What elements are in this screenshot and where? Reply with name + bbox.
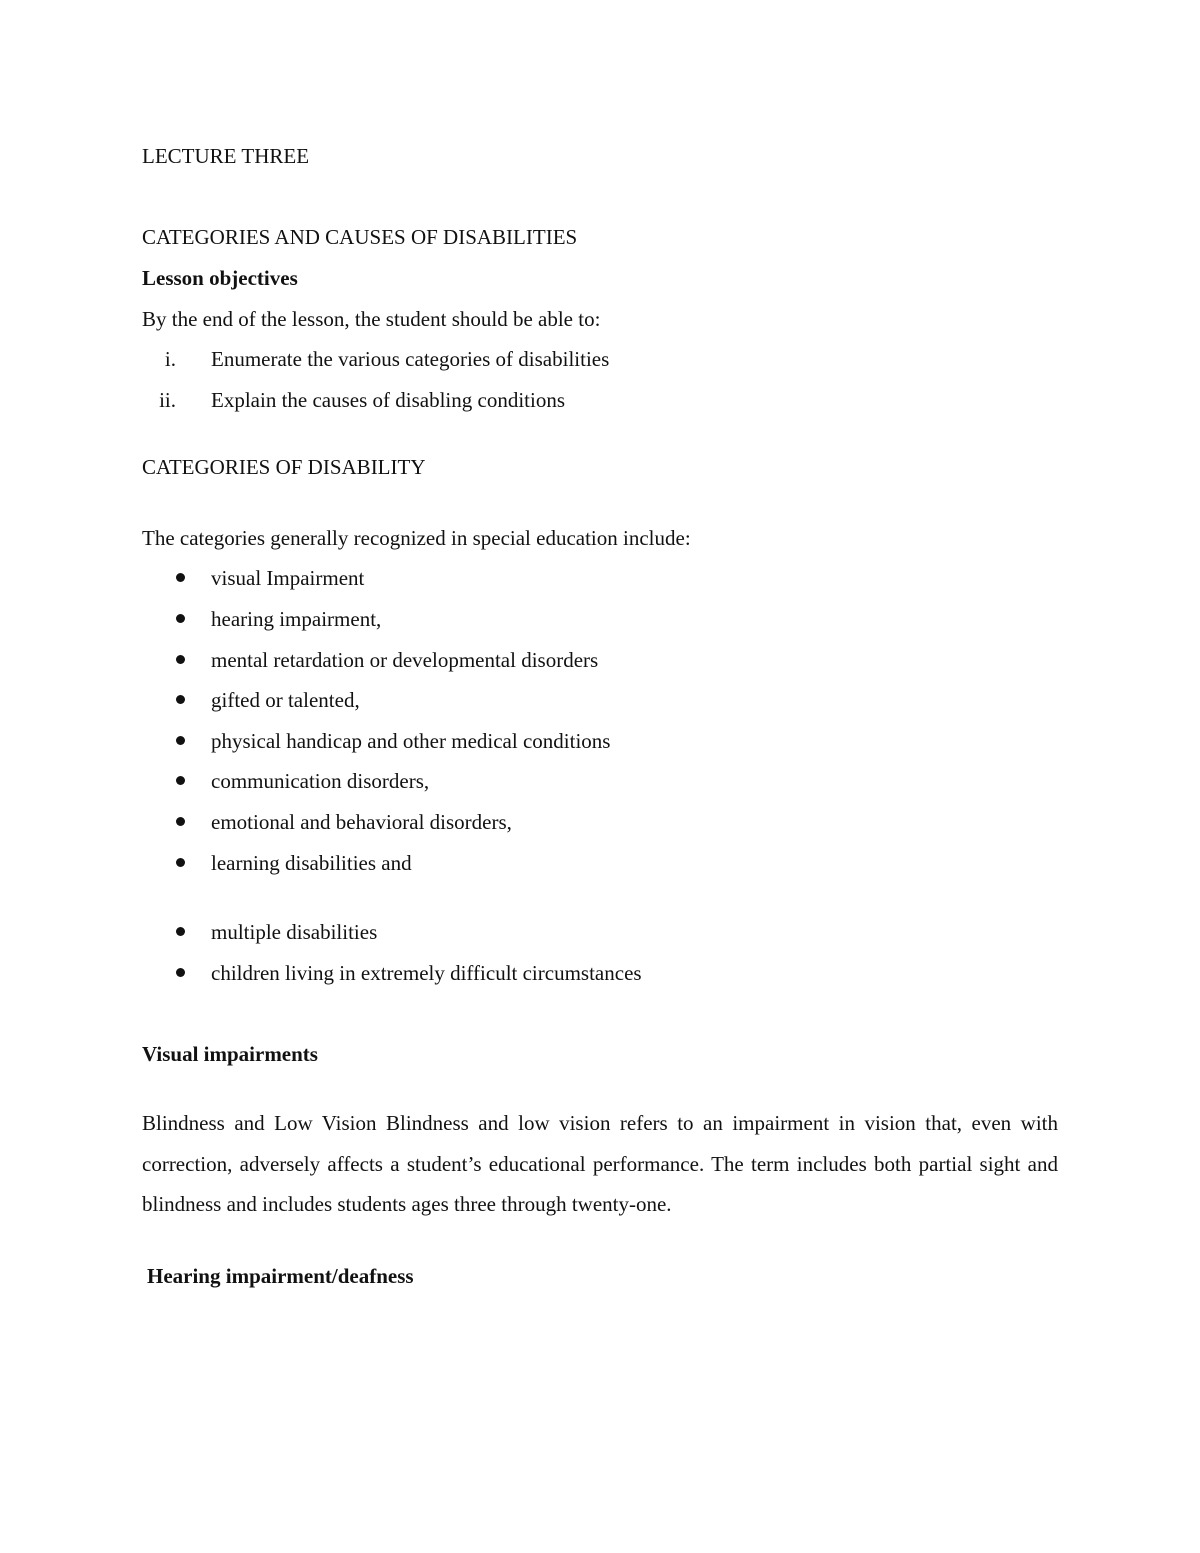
category-item: hearing impairment, <box>211 607 382 631</box>
categories-heading: CATEGORIES OF DISABILITY <box>142 455 426 479</box>
bullet-icon <box>176 968 185 977</box>
category-item: communication disorders, <box>211 769 430 793</box>
bullet-icon <box>176 573 185 582</box>
category-item: mental retardation or developmental disorders <box>211 648 599 672</box>
visual-impairments-heading: Visual impairments <box>142 1042 318 1066</box>
bullet-icon <box>176 858 185 867</box>
objectives-intro: By the end of the lesson, the student should be able to: <box>142 307 601 331</box>
category-item: visual Impairment <box>211 566 365 590</box>
objective-marker: i. <box>164 347 176 371</box>
lecture-title: LECTURE THREE <box>142 144 310 168</box>
objectives-heading: Lesson objectives <box>142 266 298 290</box>
category-item: children living in extremely difficult circumstances <box>211 961 642 985</box>
objective-item: Enumerate the various categories of disabilities <box>211 347 610 371</box>
objective-item: Explain the causes of disabling conditions <box>211 388 566 412</box>
visual-impairments-paragraph: Blindness and Low Vision Blindness and low vision refers to an impairment in vision that, even with correction, adversely affects a student’s educational performance. The term includes both partial sight and blindness and includes students ages three through twenty-one. <box>142 1111 1058 1216</box>
bullet-icon <box>176 736 185 745</box>
category-item: emotional and behavioral disorders, <box>211 810 512 834</box>
category-item: multiple disabilities <box>211 920 378 944</box>
bullet-icon <box>176 655 185 664</box>
bullet-icon <box>176 695 185 704</box>
section-title: CATEGORIES AND CAUSES OF DISABILITIES <box>142 225 578 249</box>
categories-intro: The categories generally recognized in special education include: <box>142 526 691 550</box>
bullet-icon <box>176 776 185 785</box>
objective-marker: ii. <box>159 388 176 412</box>
category-item: gifted or talented, <box>211 688 360 712</box>
bullet-icon <box>176 817 185 826</box>
category-item: learning disabilities and <box>211 851 412 875</box>
category-item: physical handicap and other medical conditions <box>211 729 611 753</box>
hearing-impairment-heading: Hearing impairment/deafness <box>147 1264 414 1288</box>
bullet-icon <box>176 927 185 936</box>
bullet-icon <box>176 614 185 623</box>
